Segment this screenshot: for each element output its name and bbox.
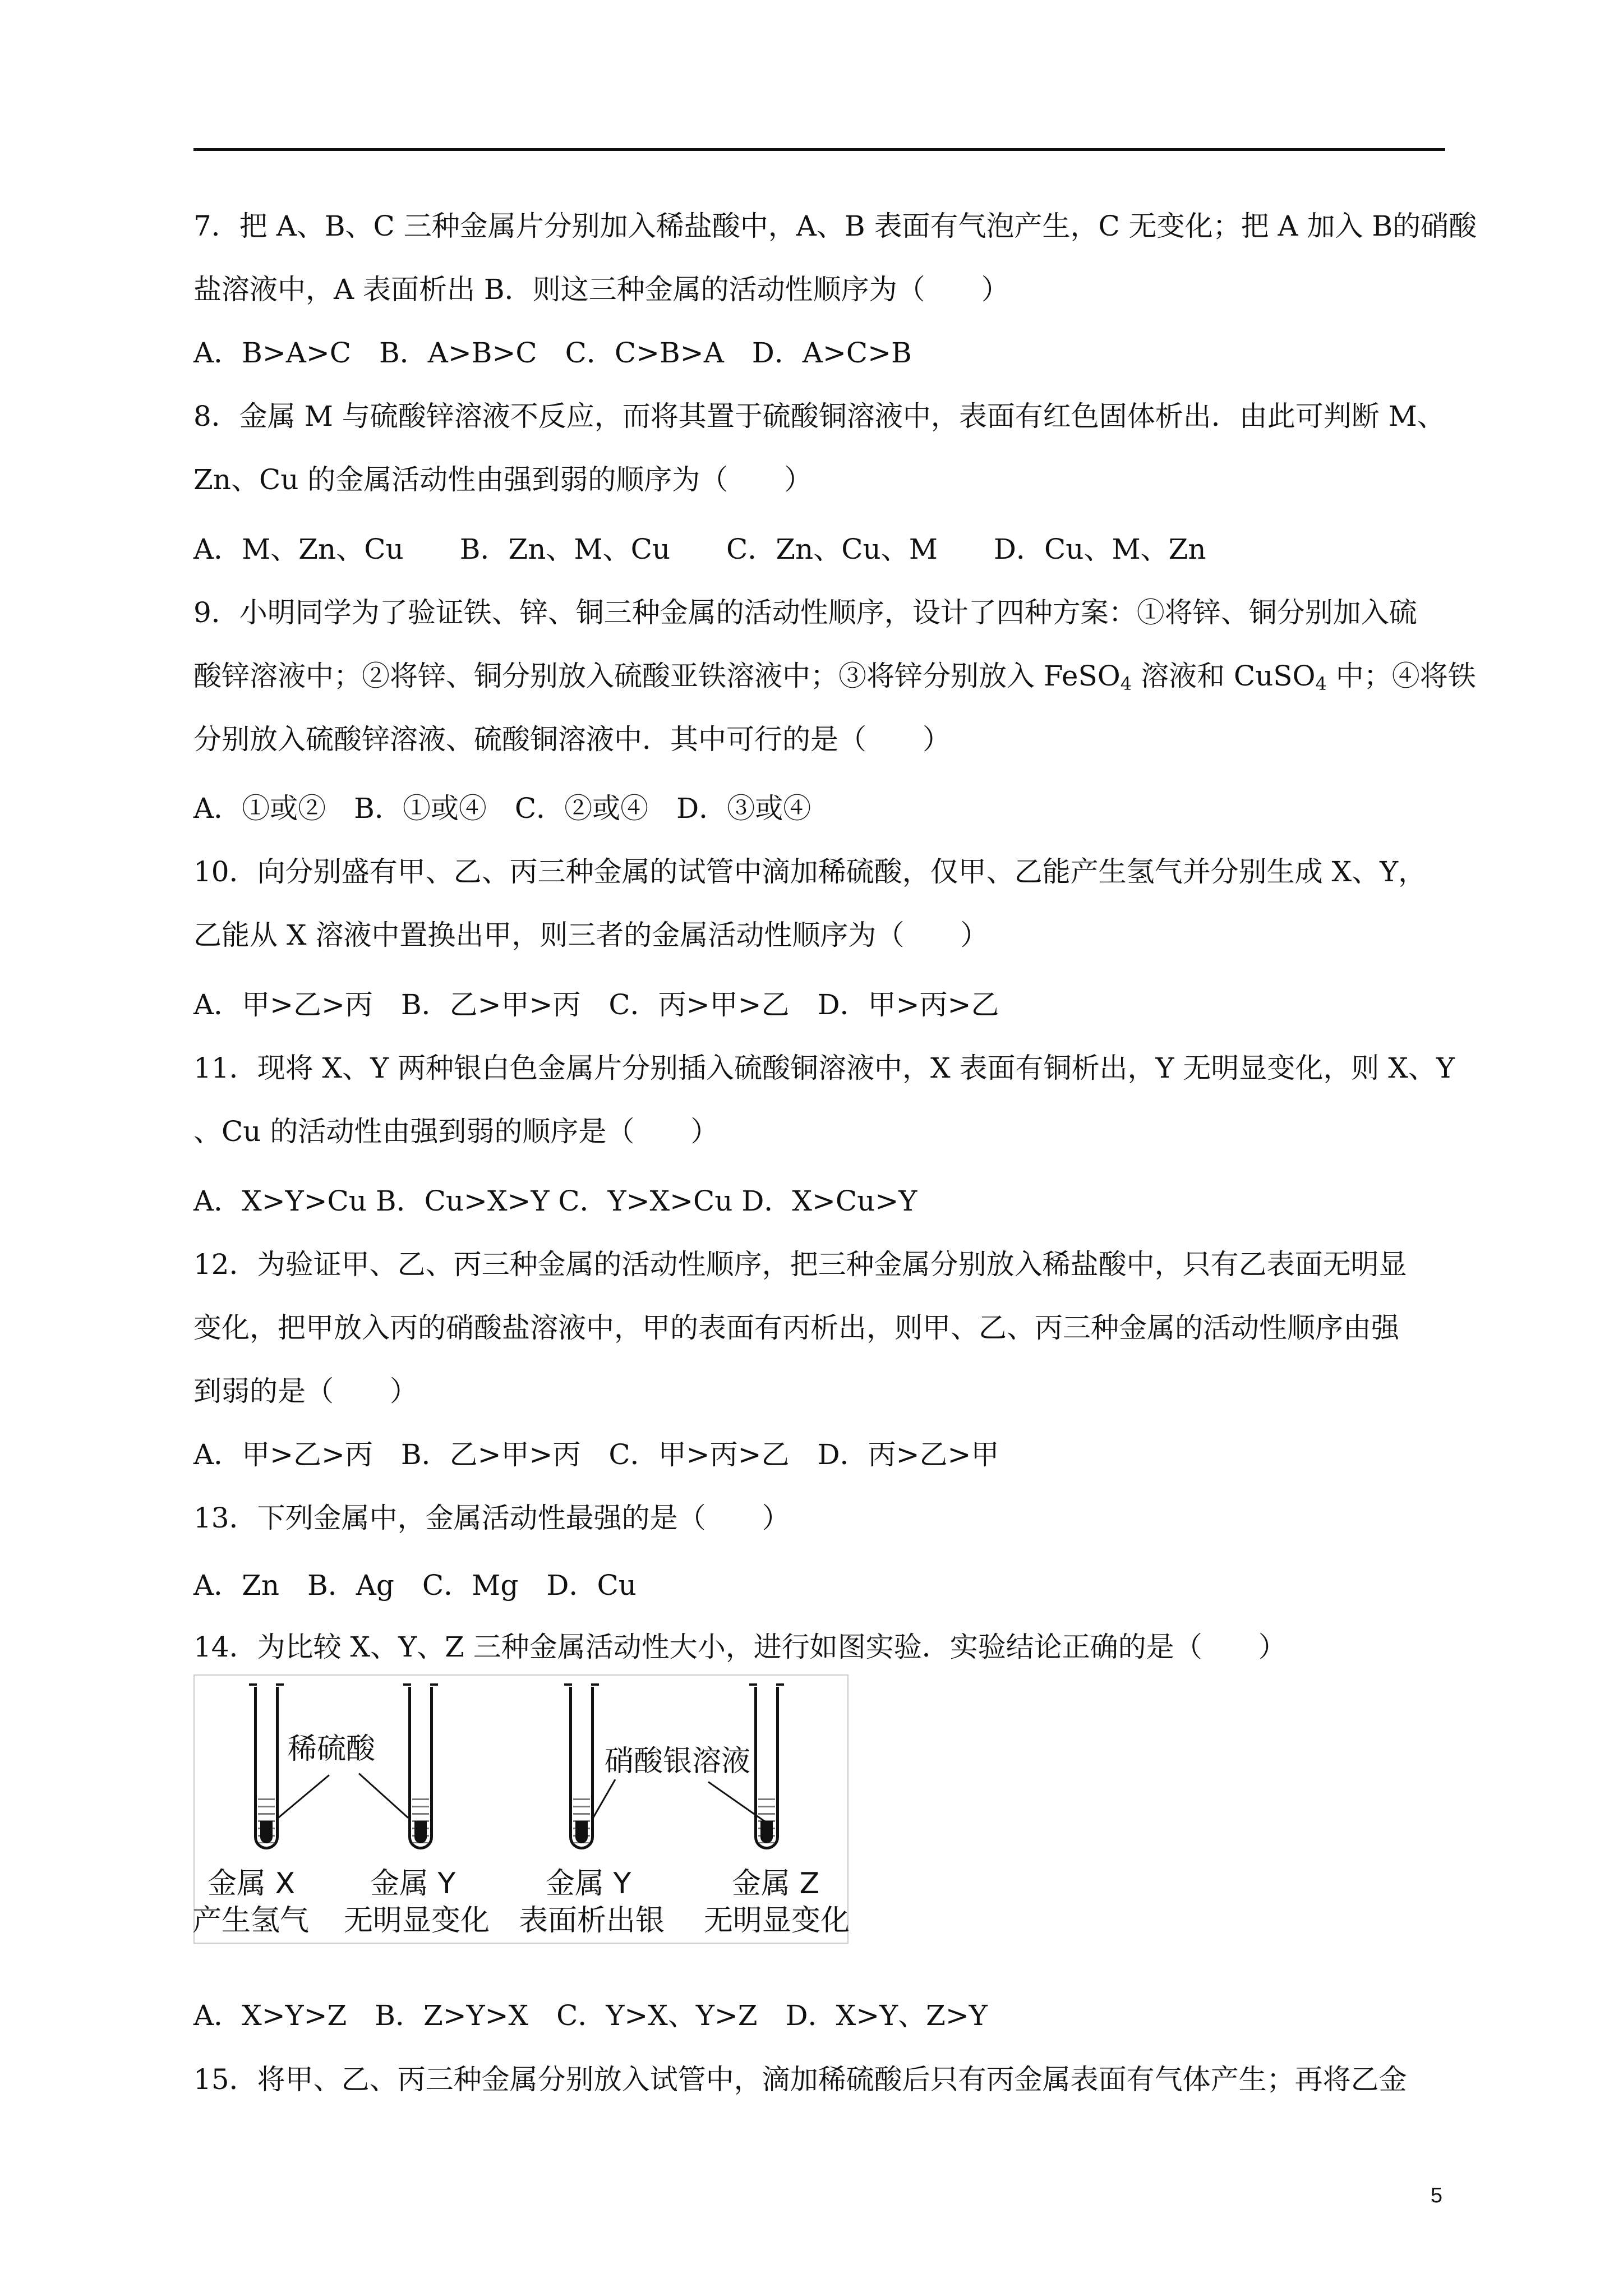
q7-options: A．B>A>C B．A>B>C C．C>B>A D．A>C>B	[193, 337, 912, 369]
tube-1-metal-label: 金属 X	[208, 1867, 296, 1901]
q9-options: A．①或② B．①或④ C．②或④ D．③或④	[193, 792, 811, 825]
q11-line-2: 、Cu 的活动性由强到弱的顺序是（ ）	[193, 1115, 719, 1148]
q12-line-3: 到弱的是（ ）	[193, 1375, 418, 1407]
q14-options: A．X>Y>Z B．Z>Y>X C．Y>X、Y>Z D．X>Y、Z>Y	[193, 1999, 988, 2032]
q15-line-1: 15．将甲、乙、丙三种金属分别放入试管中，滴加稀硫酸后只有丙金属表面有气体产生；再将乙金	[193, 2063, 1407, 2096]
q12-options: A．甲>乙>丙 B．乙>甲>丙 C．甲>丙>乙 D．丙>乙>甲	[193, 1438, 999, 1471]
q11-options: A．X>Y>Cu B．Cu>X>Y C．Y>X>Cu D．X>Cu>Y	[193, 1185, 917, 1217]
page-number: 5	[1430, 2184, 1442, 2207]
tube-3-metal-label: 金属 Y	[546, 1867, 631, 1901]
q14-experiment-figure	[193, 1674, 849, 1944]
q14-line-1: 14．为比较 X、Y、Z 三种金属活动性大小，进行如图实验．实验结论正确的是（ ）	[193, 1631, 1287, 1663]
reagent-label-dilute-sulfuric-acid: 稀硫酸	[288, 1732, 376, 1766]
metal-z-piece	[760, 1821, 773, 1843]
q10-options: A．甲>乙>丙 B．乙>甲>丙 C．丙>甲>乙 D．甲>丙>乙	[193, 988, 999, 1021]
tube-1-result-label: 产生氢气	[192, 1904, 310, 1938]
q12-line-2: 变化，把甲放入丙的硝酸盐溶液中，甲的表面有丙析出，则甲、乙、丙三种金属的活动性顺序由强	[193, 1312, 1399, 1344]
tube-4-metal-label: 金属 Z	[732, 1867, 820, 1901]
metal-x-piece	[260, 1821, 273, 1843]
header-rule	[193, 148, 1445, 151]
q8-line-2: Zn、Cu 的金属活动性由强到弱的顺序为（ ）	[193, 463, 813, 496]
q9-line-3: 分别放入硫酸锌溶液、硫酸铜溶液中．其中可行的是（ ）	[193, 723, 951, 756]
metal-y-piece	[575, 1821, 588, 1843]
test-tube-y-silver	[569, 1687, 594, 1849]
q8-options: A．M、Zn、Cu B．Zn、M、Cu C．Zn、Cu、M D．Cu、M、Zn	[193, 533, 1206, 565]
test-tube-y-acid	[408, 1687, 433, 1849]
q10-line-1: 10．向分别盛有甲、乙、丙三种金属的试管中滴加稀硫酸，仅甲、乙能产生氢气并分别生成 X、Y，	[193, 855, 1427, 888]
q7-line-2: 盐溶液中，A 表面析出 B．则这三种金属的活动性顺序为（ ）	[193, 273, 1009, 306]
q11-line-1: 11．现将 X、Y 两种银白色金属片分别插入硫酸铜溶液中，X 表面有铜析出，Y 无明显变化，则 X、Y	[193, 1052, 1455, 1084]
q12-line-1: 12．为验证甲、乙、丙三种金属的活动性顺序，把三种金属分别放入稀盐酸中，只有乙表面无明显	[193, 1248, 1407, 1281]
q8-line-1: 8．金属 M 与硫酸锌溶液不反应，而将其置于硫酸铜溶液中，表面有红色固体析出．由此可判断 M、	[193, 400, 1445, 432]
reagent-label-silver-nitrate: 硝酸银溶液	[605, 1745, 751, 1778]
q10-line-2: 乙能从 X 溶液中置换出甲，则三者的金属活动性顺序为（ ）	[193, 919, 989, 951]
q9-line-1: 9．小明同学为了验证铁、锌、铜三种金属的活动性顺序，设计了四种方案：①将锌、铜分别加入硫	[193, 596, 1417, 629]
metal-y-piece	[414, 1821, 427, 1843]
q13-options: A．Zn B．Ag C．Mg D．Cu	[193, 1569, 637, 1602]
tube-4-result-label: 无明显变化	[704, 1904, 850, 1938]
q13-line-1: 13．下列金属中，金属活动性最强的是（ ）	[193, 1502, 790, 1534]
q9-line-2: 酸锌溶液中；②将锌、铜分别放入硫酸亚铁溶液中；③将锌分别放入 FeSO$_4$ 溶液和 CuSO$_4$ 中；④将铁	[193, 660, 1476, 694]
tube-2-metal-label: 金属 Y	[370, 1867, 456, 1901]
tube-2-result-label: 无明显变化	[344, 1904, 490, 1938]
test-tube-x	[254, 1687, 279, 1849]
tube-3-result-label: 表面析出银	[519, 1904, 665, 1938]
q7-line-1: 7．把 A、B、C 三种金属片分别加入稀盐酸中，A、B 表面有气泡产生，C 无变化；把 A 加入 B的硝酸	[193, 210, 1477, 242]
test-tube-z	[754, 1687, 779, 1849]
